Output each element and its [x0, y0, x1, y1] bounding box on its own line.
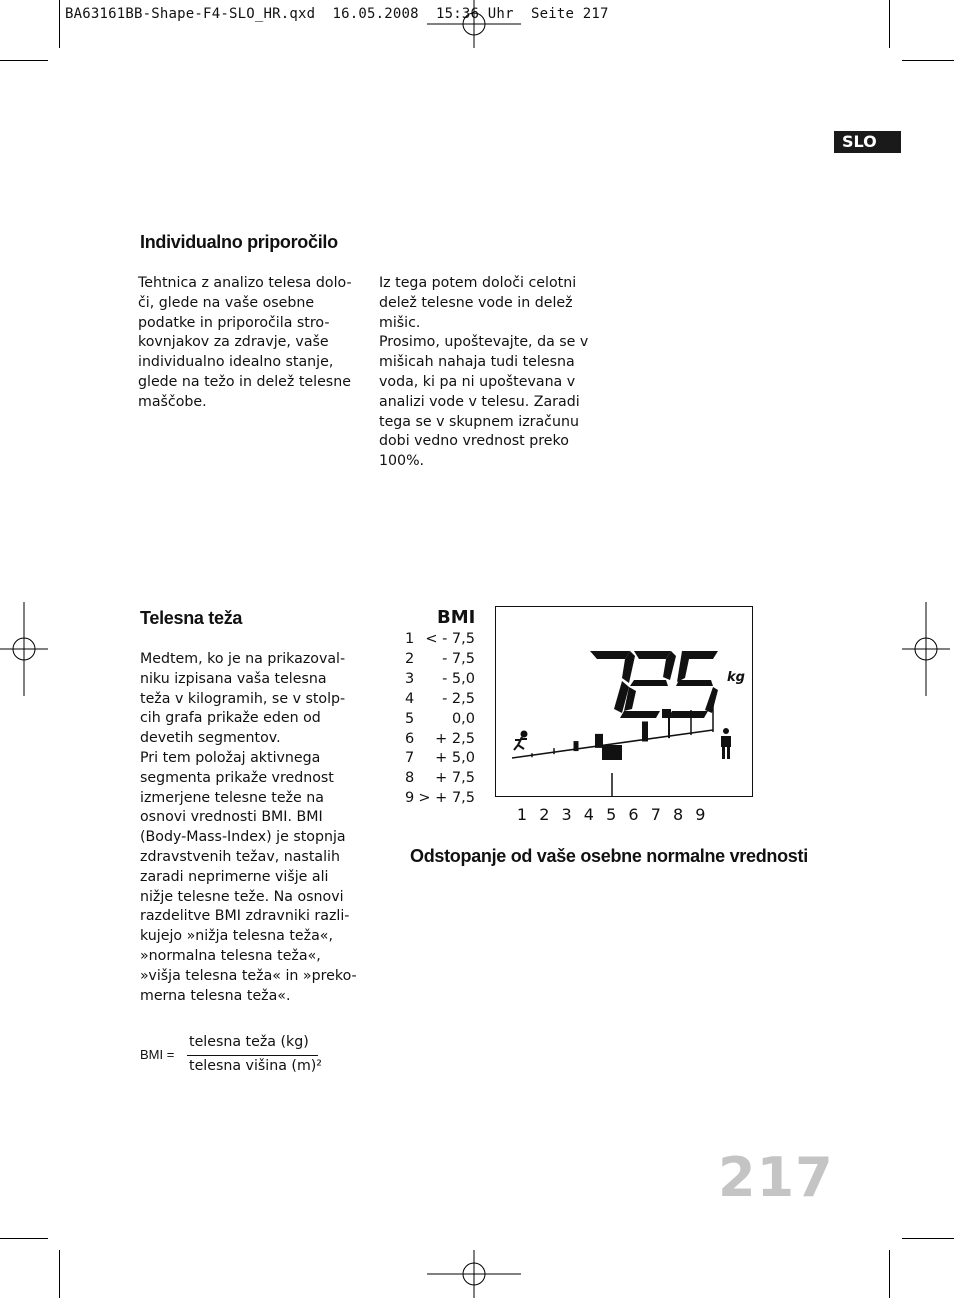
bmi-table-row [405, 709, 475, 729]
segment-bar-5 [602, 745, 622, 760]
section1-column1-text: Tehtnica z analizo telesa dolo- či, glede na vaše osebne podatke in priporočila stro- kovnjakov za zdravje, vaše individualno idealno stanje, glede na težo in delež telesne maščobe. [138, 275, 352, 410]
segment-bar-4 [595, 734, 603, 748]
bmi-table-row [405, 629, 475, 649]
bmi-table-row [405, 788, 475, 808]
language-tag: SLO [834, 131, 901, 153]
segment-number: 4 [583, 805, 594, 824]
segment-number: 7 [650, 805, 661, 824]
segment-number: 9 [695, 805, 706, 824]
bmi-row-value: + 2,5 [435, 730, 475, 747]
running-figure-icon [514, 732, 527, 751]
bmi-row-number: 4 [405, 690, 415, 707]
segment-number: 3 [561, 805, 572, 824]
segment-bar-3 [574, 741, 579, 751]
bmi-row-number: 7 [405, 750, 415, 767]
section-heading-individual-recommendation: Individualno priporočilo [140, 232, 338, 252]
bmi-row-value: 0,0 [451, 710, 475, 727]
segment-number: 2 [539, 805, 550, 824]
segment-bar-1 [531, 753, 533, 757]
bmi-row-number: 2 [405, 650, 415, 667]
standing-figure-icon [721, 728, 731, 759]
segment-bar-8 [690, 710, 692, 735]
segment-number-row [515, 805, 715, 827]
display-graphic [496, 607, 752, 796]
segment-number: 5 [606, 805, 617, 824]
bmi-table-row [405, 748, 475, 768]
bmi-row-number: 1 [405, 631, 415, 647]
unit-label: kg [727, 670, 745, 685]
bmi-table-row [405, 649, 475, 669]
bmi-row-number: 6 [405, 730, 415, 747]
bmi-table-row [405, 768, 475, 788]
bmi-row-value: + 5,0 [435, 750, 475, 767]
section1-column2-text: Iz tega potem določi celotni delež telesne vode in delež mišic. Prosimo, upoštevajte, da se v mišicah nahaja tudi telesna voda, ki pa ni upoštevana v analizi vode v telesu. Zaradi tega se v skupnem izračunu dobi vedno vrednost preko 100%. [379, 275, 589, 470]
bmi-row-value: - 5,0 [442, 670, 475, 687]
segment-bar-7 [668, 716, 670, 738]
digit-display [590, 651, 718, 718]
segment-number: 1 [516, 805, 528, 824]
segment-bar-6 [642, 721, 648, 741]
bmi-table-title: BMI [437, 607, 476, 628]
formula-label: BMI = [140, 1047, 175, 1062]
page-number: 217 [718, 1146, 834, 1209]
section-heading-body-weight: Telesna teža [140, 608, 243, 628]
segment-number: 6 [628, 805, 639, 824]
formula-denominator: telesna višina (m)² [189, 1058, 322, 1074]
bmi-table-row [405, 669, 475, 689]
formula-numerator: telesna teža (kg) [189, 1034, 309, 1050]
bmi-row-value: < - 7,5 [425, 631, 475, 647]
bmi-row-value: - 2,5 [442, 690, 475, 707]
scale-display [495, 606, 753, 797]
bmi-row-number: 8 [405, 770, 415, 787]
bmi-row-number: 3 [405, 670, 415, 687]
bmi-row-number: 9 [405, 790, 415, 807]
bmi-table [405, 629, 475, 811]
bmi-row-value: > + 7,5 [418, 790, 475, 807]
segment-number: 8 [673, 805, 684, 824]
bmi-row-value: - 7,5 [442, 650, 475, 667]
segment-bar-2 [553, 748, 555, 754]
bmi-table-row [405, 729, 475, 749]
fraction-bar [187, 1055, 318, 1056]
bmi-table-row [405, 689, 475, 709]
deviation-caption: Odstopanje od vaše osebne normalne vrednosti [410, 846, 808, 866]
bmi-row-number: 5 [405, 710, 415, 727]
file-slug: BA63161BB-Shape-F4-SLO_HR.qxd 16.05.2008 15:36 Uhr Seite 217 [65, 6, 609, 22]
section2-body-text: Medtem, ko je na prikazoval- niku izpisana vaša telesna teža v kilogramih, se v stolp- cih grafa prikaže eden od devetih segmentov. Pri tem položaj aktivnega segmenta prikaže vrednost izmerjene telesne teže na osnovi vrednosti BMI. BMI (Body-Mass-Index) je stopnja zdravstvenih težav, nastalih zaradi neprimerne višje ali nižje telesne teže. Na osnovi razdelitve BMI zdravniki razli- kujejo »nižja telesna teža«, »normalna telesna teža«, »višja telesna teža« in »preko- merna telesna teža«. [140, 651, 357, 1004]
segment-bar-9 [712, 705, 714, 732]
bmi-row-value: + 7,5 [435, 770, 475, 787]
